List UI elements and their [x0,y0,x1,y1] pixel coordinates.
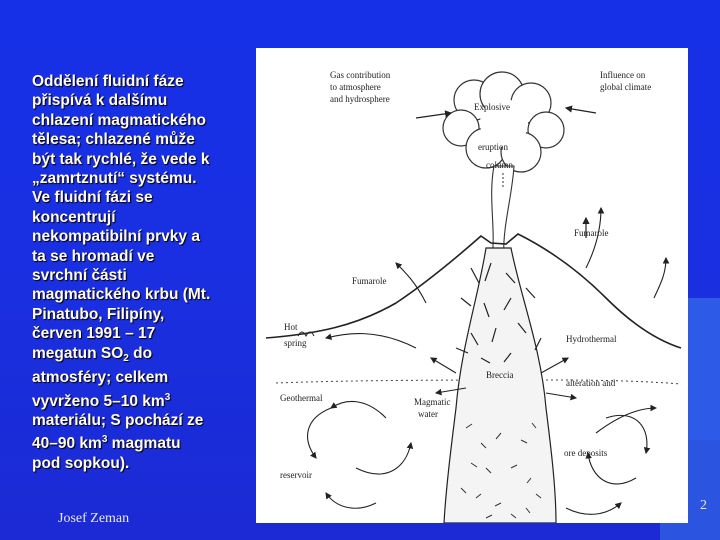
label-hydrothermal: Hydrothermal [566,334,617,344]
label-and-hydrosphere: and hydrosphere [330,94,390,104]
label-column: column [486,160,513,170]
text-line: tělesa; chlazené může [32,131,195,149]
text-line: ta se hromadí ve [32,247,155,265]
label-hot: Hot [284,322,298,332]
text-line: materiálu; S pochází ze [32,411,204,429]
text-line: Oddělení fluidní fáze [32,73,184,90]
label-ore-deposits: ore deposits [564,448,608,458]
page-number: 2 [700,498,707,513]
text-line: „zamrtznutí“ systému. [32,170,197,188]
text-line: přispívá k dalšímu [32,92,168,110]
volcano-diagram-svg [256,48,688,523]
so2-subscript: 2 [123,352,129,364]
text-line-volume [32,388,260,411]
label-alteration-and: alteration and [566,378,616,388]
text-line: magmatického krbu (Mt. [32,286,211,304]
magma-superscript: 3 [101,434,108,446]
author-name: Josef Zeman [58,511,130,526]
label-gas-contribution: Gas contribution [330,70,391,80]
text-line-so2 [32,344,260,368]
label-breccia: Breccia [486,370,514,380]
label-to-atmosphere: to atmosphere [330,82,381,92]
text-line-magma [32,430,260,453]
label-eruption: eruption [478,142,508,152]
magma-tail: magmatu [107,435,181,453]
eruption-cloud [443,72,564,172]
text-line: atmosféry; celkem [32,369,169,387]
label-influence-on: Influence on [600,70,646,80]
so2-tail: do [128,344,153,362]
label-magmatic: Magmatic [414,397,451,407]
label-water: water [418,409,438,419]
text-line: chlazení magmatického [32,111,207,129]
volcano-diagram [256,48,688,523]
text-line: Pinatubo, Filipíny, [32,305,165,323]
so2-text: megatun SO [32,344,124,362]
text-line: Ve fluidní fázi se [32,189,153,207]
label-spring: spring [284,338,307,348]
label-fumarole-right: Fumarole [574,228,609,238]
text-line: koncentrují [32,208,116,226]
magma-conduit [444,248,556,523]
magma-text: 40–90 km [32,435,102,453]
text-line: pod sopkou). [32,454,130,472]
label-fumarole-left: Fumarole [352,276,387,286]
label-geothermal: Geothermal [280,393,323,403]
label-global-climate: global climate [600,82,652,92]
text-line: červen 1991 – 17 [32,325,156,343]
text-line: být tak rychlé, že vede k [32,150,210,168]
volume-superscript: 3 [164,391,171,403]
label-reservoir: reservoir [280,470,312,480]
volume-text: vyvrženo 5–10 km [32,392,165,410]
slide-body-text [32,72,260,473]
text-line: svrchní části [32,267,127,285]
label-explosive: Explosive [474,102,510,112]
text-line: nekompatibilní prvky a [32,228,200,246]
